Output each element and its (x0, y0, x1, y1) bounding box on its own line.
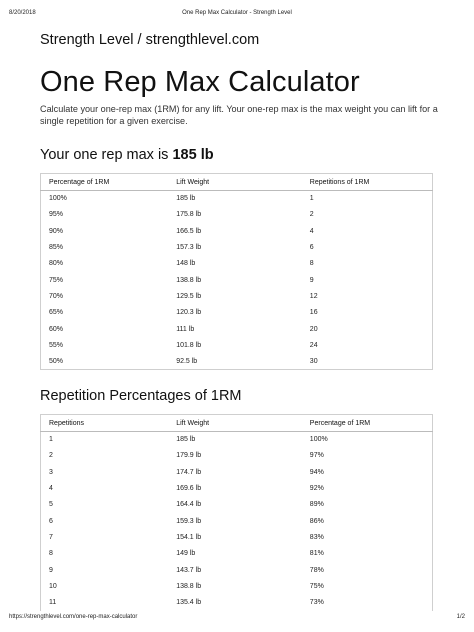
table-row (41, 256, 433, 272)
table-cell: 90% (49, 227, 64, 235)
column-header: Repetitions (49, 419, 85, 427)
table-cell: 94% (309, 468, 324, 476)
table-cell: 154.1 lb (176, 533, 202, 541)
table-cell: 174.7 lb (176, 468, 202, 476)
table-cell: 8 (309, 260, 314, 268)
table-row (41, 207, 433, 223)
table-cell: 11 (49, 599, 57, 607)
table-cell: 10 (49, 582, 57, 590)
column-header: Lift Weight (176, 178, 210, 186)
table-cell: 138.8 lb (176, 276, 202, 284)
table-cell: 1 (49, 436, 53, 444)
table-row (41, 321, 433, 337)
result-prefix: Your one rep max is (40, 147, 173, 163)
table-cell: 12 (309, 292, 318, 300)
table-cell: 2 (49, 452, 53, 460)
table-cell: 30 (309, 357, 318, 365)
table-row (41, 464, 433, 480)
table-row (41, 562, 433, 578)
print-url: https://strengthlevel.com/one-rep-max-calculator (9, 614, 138, 620)
table-cell: 9 (49, 566, 53, 574)
table-row (41, 288, 433, 304)
table-cell: 166.5 lb (176, 227, 202, 235)
table-cell: 85% (49, 244, 64, 252)
table-cell: 50% (49, 357, 64, 365)
print-document-title: One Rep Max Calculator - Strength Level (182, 10, 292, 16)
table-cell: 129.5 lb (176, 292, 202, 300)
table-cell: 135.4 lb (176, 599, 202, 607)
table-cell: 157.3 lb (176, 244, 202, 252)
result-heading (40, 147, 214, 163)
print-date: 8/20/2018 (9, 10, 36, 16)
table-cell: 83% (309, 533, 324, 541)
percentage-of-1rm-table (40, 173, 433, 370)
table-cell: 95% (49, 211, 64, 219)
table-cell: 75% (49, 276, 64, 284)
table-cell: 80% (49, 260, 64, 268)
table-cell: 138.8 lb (176, 582, 202, 590)
table-cell: 16 (309, 309, 318, 317)
table-row (41, 353, 433, 369)
table-cell: 143.7 lb (176, 566, 202, 574)
column-header: Lift Weight (176, 419, 210, 427)
table-cell: 164.4 lb (176, 501, 202, 509)
table-cell: 1 (309, 195, 314, 203)
table-cell: 169.6 lb (176, 485, 202, 493)
table-cell: 159.3 lb (176, 517, 202, 525)
site-title: Strength Level / strengthlevel.com (40, 32, 260, 48)
table-cell: 70% (49, 292, 64, 300)
table-cell: 6 (49, 517, 53, 525)
table-row (41, 513, 433, 529)
table-cell: 2 (309, 211, 314, 219)
table-row (41, 529, 433, 545)
table-body (41, 191, 433, 370)
table-cell: 55% (49, 341, 64, 349)
table-cell: 7 (49, 533, 53, 541)
table-row (41, 337, 433, 353)
table-cell: 86% (309, 517, 324, 525)
table-cell: 185 lb (176, 195, 196, 203)
table-header-row (41, 415, 433, 432)
table-cell: 73% (309, 599, 324, 607)
repetition-percentages-table (40, 414, 433, 611)
print-header (9, 10, 465, 20)
table-row (41, 191, 433, 207)
table-cell: 81% (309, 550, 324, 558)
table-body (41, 432, 433, 611)
table-cell: 89% (309, 501, 324, 509)
table-cell: 100% (49, 195, 67, 203)
table-cell: 111 lb (176, 325, 195, 333)
table-cell: 179.9 lb (176, 452, 202, 460)
intro-text: Calculate your one-rep max (1RM) for any lift. Your one-rep max is the max weight you can lift for a single repetition for a given exercise. (40, 104, 438, 126)
column-header: Percentage of 1RM (309, 419, 371, 427)
table-cell: 120.3 lb (176, 309, 202, 317)
table-cell: 101.8 lb (176, 341, 202, 349)
table-cell: 175.8 lb (176, 211, 202, 219)
table-cell: 4 (309, 227, 314, 235)
table-cell: 65% (49, 309, 64, 317)
table-row (41, 448, 433, 464)
table-cell: 4 (49, 485, 53, 493)
table-row (41, 480, 433, 496)
table-row (41, 239, 433, 255)
table-cell: 24 (309, 341, 318, 349)
table-cell: 9 (309, 276, 314, 284)
page-title: One Rep Max Calculator (40, 66, 360, 98)
result-value: 185 lb (172, 147, 214, 163)
page-number: 1/2 (456, 614, 465, 620)
table-cell: 92.5 lb (176, 357, 198, 365)
table-cell: 75% (309, 582, 324, 590)
table-cell: 78% (309, 566, 324, 574)
table-header-row (41, 174, 433, 191)
table-cell: 148 lb (176, 260, 196, 268)
table-row (41, 223, 433, 239)
table-cell: 5 (49, 501, 53, 509)
table-row (41, 546, 433, 562)
table-row (41, 272, 433, 288)
table-cell: 97% (309, 452, 324, 460)
table-row (41, 578, 433, 594)
table-row (41, 432, 433, 448)
table-row (41, 305, 433, 321)
column-header: Repetitions of 1RM (309, 178, 370, 186)
table-row (41, 497, 433, 513)
column-header: Percentage of 1RM (49, 178, 110, 186)
table-cell: 8 (49, 550, 53, 558)
table-cell: 185 lb (176, 436, 196, 444)
section-heading: Repetition Percentages of 1RM (40, 388, 242, 404)
table-cell: 20 (309, 325, 318, 333)
table-cell: 100% (309, 436, 328, 444)
table-cell: 60% (49, 325, 64, 333)
table-cell: 3 (49, 468, 53, 476)
table-cell: 92% (309, 485, 324, 493)
table-cell: 6 (309, 244, 314, 252)
table-cell: 149 lb (176, 550, 196, 558)
table-row (41, 594, 433, 610)
